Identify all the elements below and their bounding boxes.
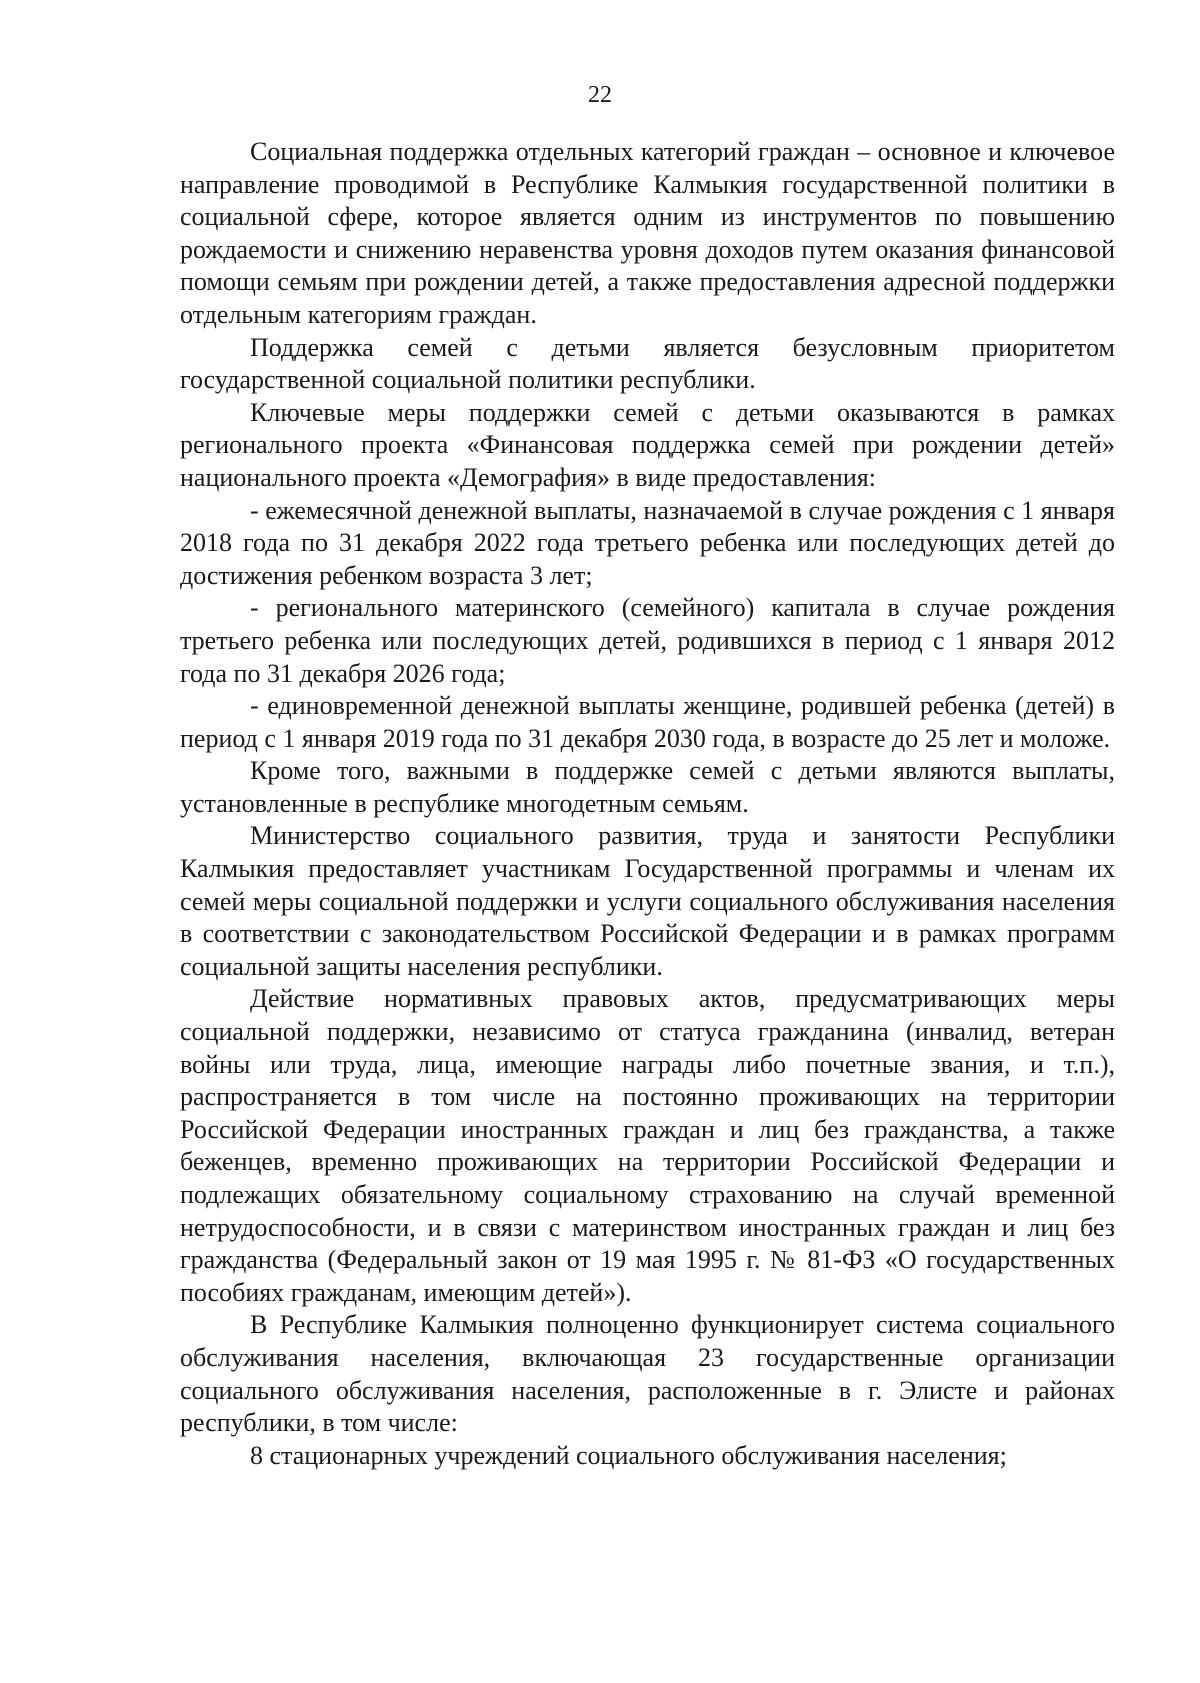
list-item-maternity-capital: - регионального материнского (семейного) капитала в случае рождения третьего ребенка или последующих детей, родившихся в период с 1 января 2012 года по 31 декабря 2026 года; [180, 593, 1115, 688]
paragraph-social-support: Социальная поддержка отдельных категорий граждан – основное и ключевое направление проводимой в Республике Калмыкия государственной политики в социальной сфере, которое является одним из инструментов по повышению рождаемости и снижению неравенства уровня доходов путем оказания финансовой помощи семьям при рождении детей, а также предоставления адресной поддержки отдельным категориям граждан. [180, 137, 1115, 329]
paragraph-ministry: Министерство социального развития, труда и занятости Республики Калмыкия предоставляет участникам Государственной программы и членам их семей меры социальной поддержки и услуги социального обслуживания населения в соответствии с законодательством Российской Федерации и в рамках программ социальной защиты населения республики. [180, 821, 1115, 981]
paragraph-large-families: Кроме того, важными в поддержке семей с детьми являются выплаты, установленные в республике многодетным семьям. [180, 756, 1115, 818]
list-item-lump-sum-payment: - единовременной денежной выплаты женщине, родившей ребенка (детей) в период с 1 января 2019 года по 31 декабря 2030 года, в возрасте до 25 лет и моложе. [180, 691, 1115, 753]
paragraph-stationary-institutions: 8 стационарных учреждений социального обслуживания населения; [250, 1440, 1007, 1470]
document-body [180, 136, 1115, 1472]
paragraph-legal-acts: Действие нормативных правовых актов, предусматривающих меры социальной поддержки, независимо от статуса гражданина (инвалид, ветеран войны или труда, лица, имеющие награды либо почетные звания, и т.п.), распространяется в том числе на постоянно проживающих на территории Российской Федерации иностранных граждан и лиц без гражданства, а также беженцев, временно проживающих на территории Российской Федерации и подлежащих обязательному социальному страхованию на случай временной нетрудоспособности, и в связи с материнством иностранных граждан и лиц без гражданства (Федеральный закон от 19 мая 1995 г. № 81-ФЗ «О государственных пособиях гражданам, имеющим детей»). [180, 984, 1115, 1307]
paragraph-family-priority: Поддержка семей с детьми является безусловным приоритетом государственной социальной политики республики. [180, 332, 1115, 395]
page-number: 22 [588, 82, 612, 108]
paragraph-service-system: В Республике Калмыкия полноценно функционирует система социального обслуживания населения, включающая 23 государственные организации социального обслуживания населения, расположенные в г. Элисте и районах республики, в том числе: [180, 1310, 1115, 1438]
list-item-monthly-payment: - ежемесячной денежной выплаты, назначаемой в случае рождения с 1 января 2018 года по 31 декабря 2022 года третьего ребенка или последующих детей до достижения ребенком возраста 3 лет; [180, 495, 1115, 590]
paragraph-key-measures: Ключевые меры поддержки семей с детьми оказываются в рамках регионального проекта «Финансовая поддержка семей при рождении детей» национального проекта «Демография» в виде предоставления: [180, 397, 1115, 492]
